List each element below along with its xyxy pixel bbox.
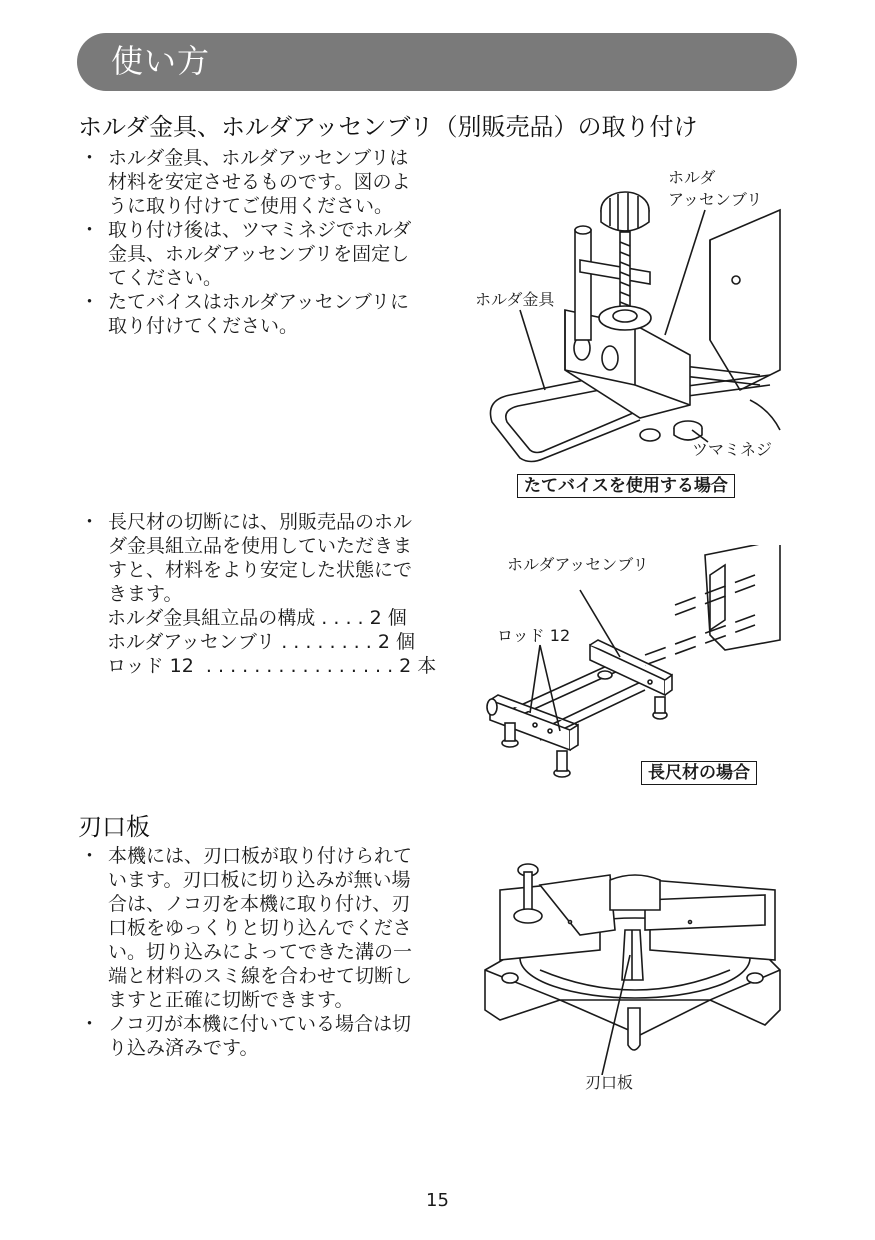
text-line: 材料を安定させるものです。図のよ: [108, 171, 411, 193]
text-line: います。刃口板に切り込みが無い場: [108, 869, 411, 891]
list-item: [78, 1012, 448, 1060]
label-throat-plate: 刃口板: [585, 1073, 634, 1092]
label-holder-assembly-line1: ホルダ: [668, 168, 716, 187]
label-knob-screw: ツマミネジ: [692, 440, 773, 459]
bullet-mark: ・: [80, 291, 100, 313]
text-line: い。切り込みによってできた溝の一: [108, 941, 413, 963]
text-line: ますと正確に切断できます。: [108, 989, 354, 1011]
bullet-mark: ・: [80, 147, 100, 169]
caption-vertical-vise: たてバイスを使用する場合: [517, 474, 735, 498]
text-line: 金具、ホルダアッセンブリを固定し: [108, 243, 410, 265]
text-line: り込み済みです。: [108, 1037, 259, 1059]
parts-row: ロッド 12 . . . . . . . . . . . . . . . . 2 本: [107, 655, 437, 677]
figure-throat-plate: [480, 850, 790, 1075]
text-line: ノコ刃が本機に付いている場合は切: [108, 1013, 412, 1035]
text-line: てください。: [108, 267, 223, 289]
text-line: 合は、ノコ刃を本機に取り付け、刃: [108, 893, 411, 915]
list-item: [78, 510, 448, 606]
text-line: たてバイスはホルダアッセンブリに: [108, 291, 409, 313]
bullet-list-long-material: [78, 510, 448, 606]
label-rod: ロッド 12: [497, 626, 571, 645]
parts-list: [107, 606, 437, 678]
long-material-illustration: [480, 545, 790, 790]
section-title-holder: ホルダ金具、ホルダアッセンブリ（別販売品）の取り付け: [78, 113, 698, 141]
page-title: 使い方: [111, 42, 211, 80]
section-title-throat-plate: 刃口板: [78, 813, 150, 841]
text-line: 取り付け後は、ツマミネジでホルダ: [108, 219, 412, 241]
label-holder-bracket: ホルダ金具: [475, 290, 555, 309]
text-line: ダ金具組立品を使用していただきま: [108, 535, 413, 557]
parts-row: ホルダアッセンブリ . . . . . . . . 2 個: [107, 631, 415, 653]
label-holder-assembly-long: ホルダアッセンブリ: [507, 555, 649, 574]
bullet-mark: ・: [80, 219, 100, 241]
parts-row: ホルダ金具組立品の構成 . . . . 2 個: [107, 607, 407, 629]
bullet-mark: ・: [80, 511, 100, 533]
saw-base-illustration: [480, 850, 790, 1075]
text-line: すと、材料をより安定した状態にで: [108, 559, 413, 581]
text-line: 取り付けてください。: [108, 315, 299, 337]
header-bar: [77, 33, 797, 91]
list-item: [78, 146, 448, 218]
list-item: [78, 218, 448, 290]
text-line: うに取り付けてご使用ください。: [108, 195, 394, 217]
text-line: ホルダ金具、ホルダアッセンブリは: [108, 147, 409, 169]
label-holder-assembly-line2: アッセンブリ: [668, 190, 763, 209]
bullet-list-holder: [78, 146, 448, 338]
list-item: [78, 290, 448, 338]
text-line: 口板をゆっくりと切り込んでくださ: [108, 917, 412, 939]
bullet-mark: ・: [80, 845, 100, 867]
bullet-mark: ・: [80, 1013, 100, 1035]
bullet-list-throat-plate: [78, 844, 448, 1060]
text-line: 本機には、刃口板が取り付けられて: [108, 845, 413, 867]
caption-long-material: 長尺材の場合: [641, 761, 757, 785]
figure-long-material: [480, 545, 790, 790]
text-line: 長尺材の切断には、別販売品のホル: [108, 511, 413, 533]
text-line: きます。: [108, 583, 183, 605]
list-item: [78, 844, 448, 1012]
page-number: 15: [426, 1190, 449, 1211]
text-line: 端と材料のスミ線を合わせて切断し: [108, 965, 413, 987]
